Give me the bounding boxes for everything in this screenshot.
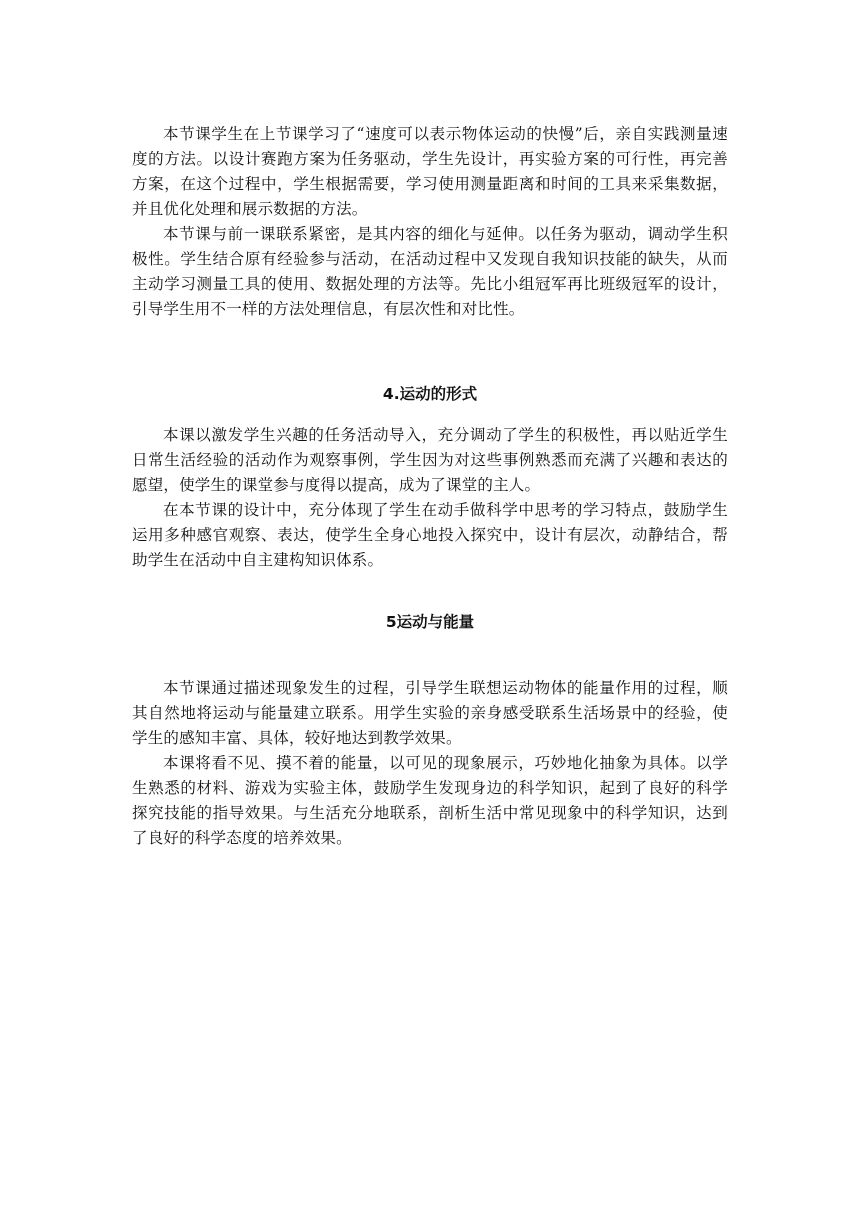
paragraph-motion-energy-intro: 本节课通过描述现象发生的过程，引导学生联想运动物体的能量作用的过程，顺其自然地将运动与能量建立联系。用学生实验的亲身感受联系生活场景中的经验，使学生的感知丰富、具体，较好地达到教学效果。 <box>132 679 728 747</box>
section-heading-motion-forms: 4.运动的形式 <box>382 385 478 403</box>
spacer <box>132 407 728 423</box>
paragraph-motion-forms-design: 在本节课的设计中，充分体现了学生在动手做科学中思考的学习特点，鼓励学生运用多种感官观察、表达，使学生全身心地投入探究中，设计有层次，动静结合，帮助学生在活动中自主建构知识体系。 <box>132 501 728 569</box>
document-page <box>132 122 728 851</box>
spacer <box>132 635 728 676</box>
spacer <box>132 322 728 382</box>
paragraph-lesson-connection: 本节课与前一课联系紧密，是其内容的细化与延伸。以任务为驱动，调动学生积极性。学生结合原有经验参与活动，在活动过程中又发现自我知识技能的缺失，从而主动学习测量工具的使用、数据处理的方法等。先比小组冠军再比班级冠军的设计，引导学生用不一样的方法处理信息，有层次性和对比性。 <box>132 225 728 318</box>
paragraph-motion-forms-intro: 本课以激发学生兴趣的任务活动导入，充分调动了学生的积极性，再以贴近学生日常生活经验的活动作为观察事例，学生因为对这些事例熟悉而充满了兴趣和表达的愿望，使学生的课堂参与度得以提高，成为了课堂的主人。 <box>132 426 728 494</box>
spacer <box>132 573 728 610</box>
section-heading-motion-energy: 5运动与能量 <box>385 613 475 631</box>
paragraph-speed-measurement: 本节课学生在上节课学习了“速度可以表示物体运动的快慢”后，亲自实践测量速度的方法。以设计赛跑方案为任务驱动，学生先设计，再实验方案的可行性，再完善方案，在这个过程中，学生根据需要，学习使用测量距离和时间的工具来采集数据，并且优化处理和展示数据的方法。 <box>132 125 728 218</box>
paragraph-motion-energy-design: 本课将看不见、摸不着的能量，以可见的现象展示，巧妙地化抽象为具体。以学生熟悉的材料、游戏为实验主体，鼓励学生发现身边的科学知识，起到了良好的科学探究技能的指导效果。与生活充分地联系，剖析生活中常见现象中的科学知识，达到了良好的科学态度的培养效果。 <box>132 754 728 847</box>
